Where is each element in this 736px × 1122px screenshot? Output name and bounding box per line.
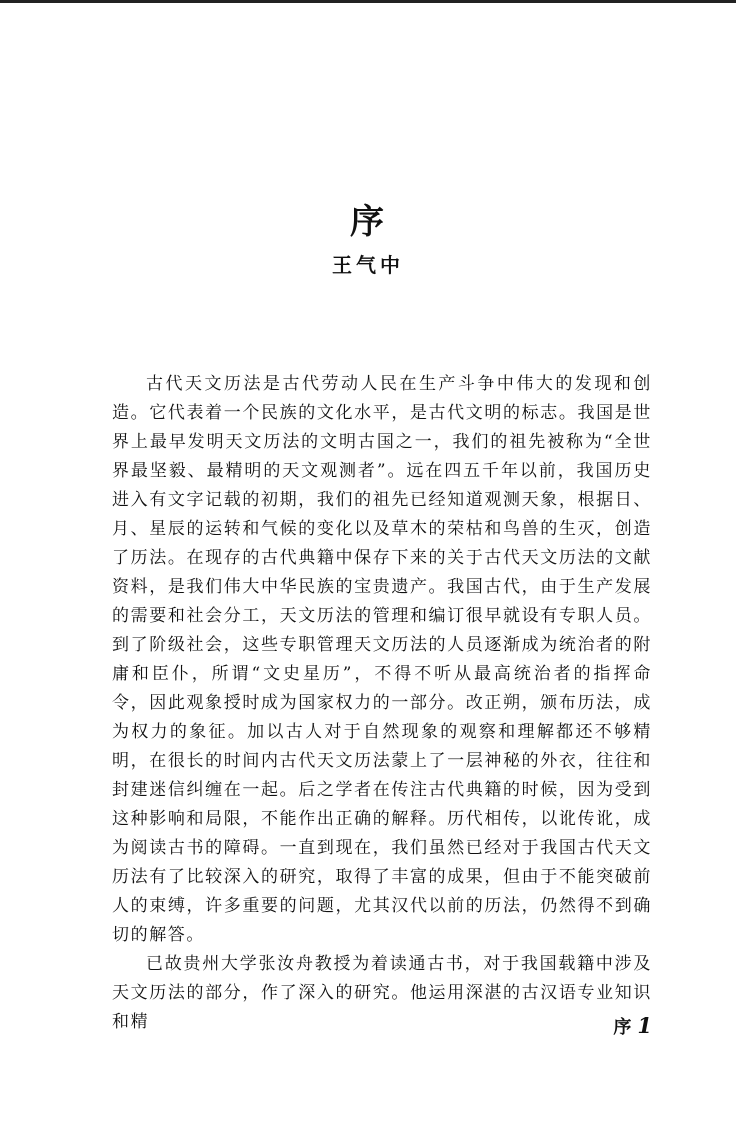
top-rule (0, 0, 736, 3)
paragraph: 已故贵州大学张汝舟教授为着读通古书，对于我国载籍中涉及天文历法的部分，作了深入的研究。他运用深湛的古汉语专业知识和精 (112, 954, 652, 1032)
page-title: 序 (350, 202, 386, 242)
body-text (112, 370, 652, 1037)
page-number: 1 (637, 1013, 652, 1038)
paragraph: 古代天文历法是古代劳动人民在生产斗争中伟大的发现和创造。它代表着一个民族的文化水平，是古代文明的标志。我国是世界上最早发明天文历法的文明古国之一，我们的祖先被称为“全世界最坚毅、最精明的天文观测者”。远在四五千年以前，我国历史进入有文字记载的初期，我们的祖先已经知道观测天象，根据日、月、星辰的运转和气候的变化以及草木的荣枯和鸟兽的生灭，创造了历法。在现存的古代典籍中保存下来的关于古代天文历法的文献资料，是我们伟大中华民族的宝贵遗产。我国古代，由于生产发展的需要和社会分工，天文历法的管理和编订很早就设有专职人员。到了阶级社会，这些专职管理天文历法的人员逐渐成为统治者的附庸和臣仆，所谓“文史星历”，不得不听从最高统治者的指挥命令，因此观象授时成为国家权力的一部分。改正朔，颁布历法，成为权力的象征。加以古人对于自然现象的观察和理解都还不够精明，在很长的时间内古代天文历法蒙上了一层神秘的外衣，往往和封建迷信纠缠在一起。后之学者在传注古代典籍的时候，因为受到这种影响和局限，不能作出正确的解释。历代相传，以讹传讹，成为阅读古书的障碍。一直到现在，我们虽然已经对于我国古代天文历法有了比较深入的研究，取得了丰富的成果，但由于不能突破前人的束缚，许多重要的问题，尤其汉代以前的历法，仍然得不到确切的解答。 (112, 374, 652, 945)
footer-section-label: 序 (613, 1017, 632, 1038)
author-name: 王气中 (332, 253, 404, 277)
page-footer (613, 1014, 652, 1040)
